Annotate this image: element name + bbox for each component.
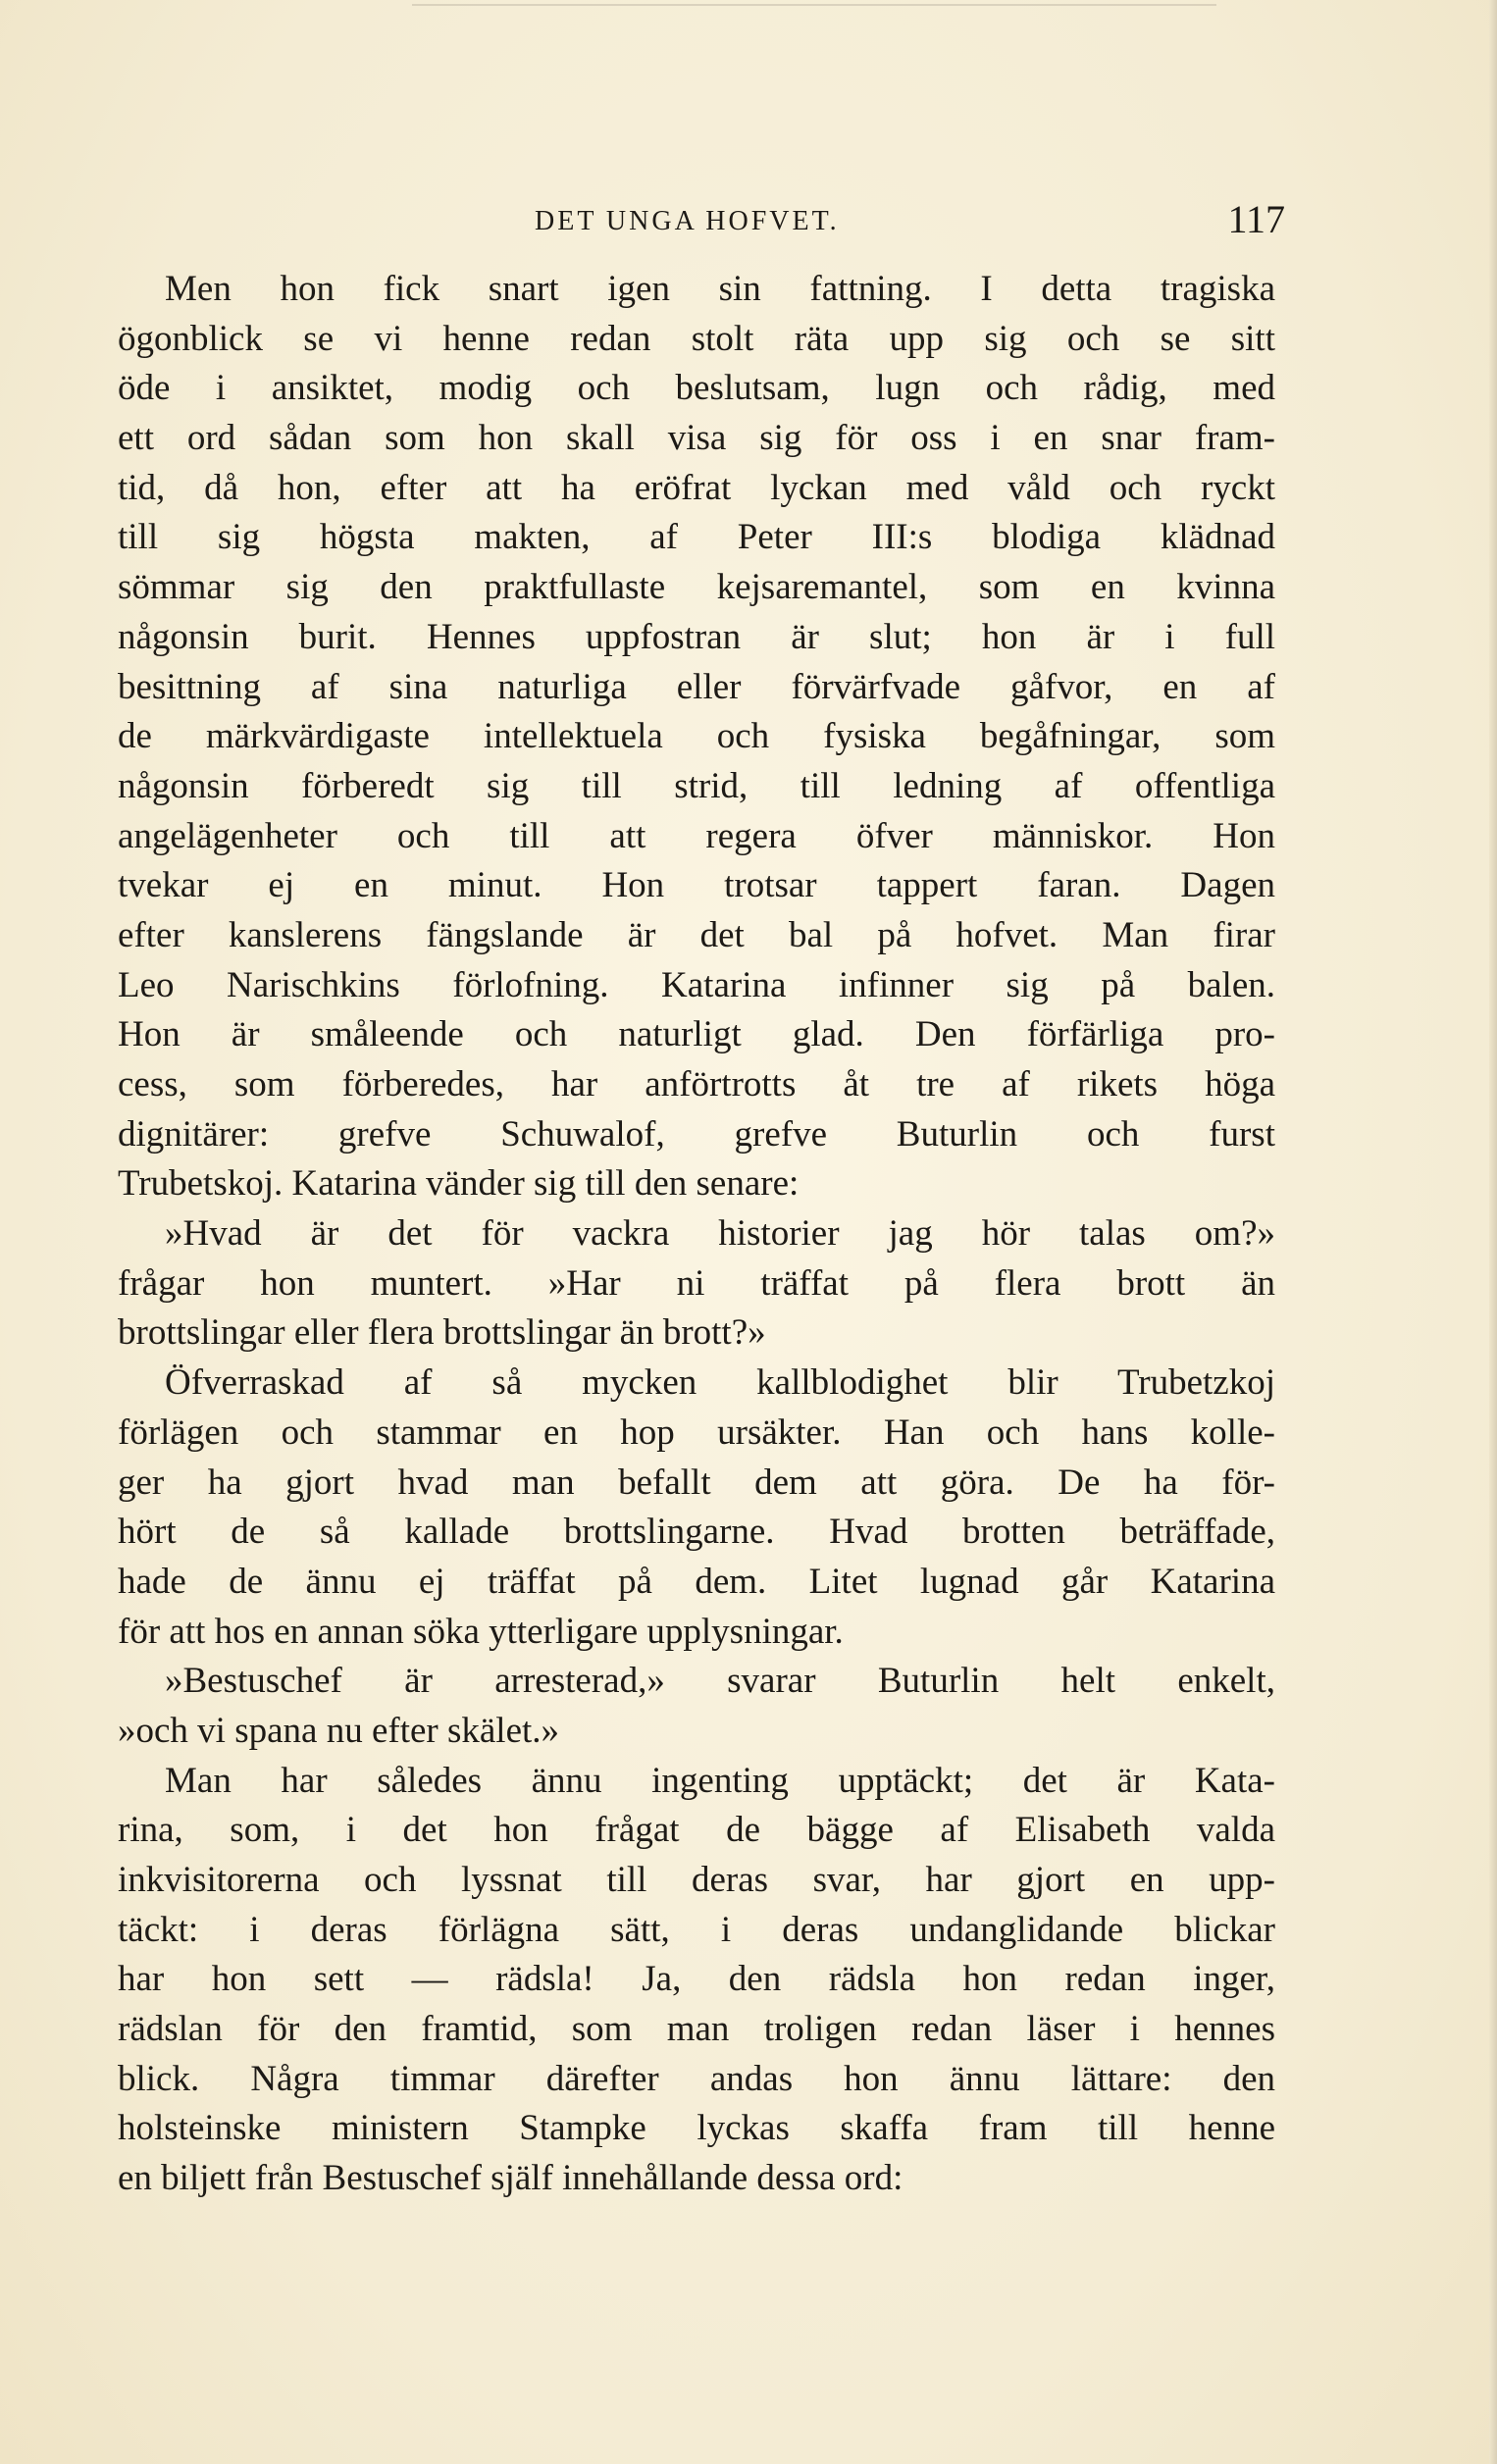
text-line: täckt: i deras förlägna sätt, i deras undanglidande blickar [118,1909,1275,1950]
body-text [118,265,1275,2204]
text-line: sömmar sig den praktfullaste kejsaremantel, som en kvinna [118,567,1275,608]
text-line: för att hos en annan söka ytterligare upplysningar. [118,1611,844,1652]
text-line: holsteinske ministern Stampke lyckas skaffa fram till henne [118,2108,1275,2149]
text-line: hört de så kallade brottslingarne. Hvad brotten beträffade, [118,1512,1275,1553]
text-line: en biljett från Bestuschef själf innehållande dessa ord: [118,2158,903,2199]
text-line: Man har således ännu ingenting upptäckt; det är Kata- [165,1760,1275,1801]
top-edge-rule [412,4,1216,6]
text-line: förlägen och stammar en hop ursäkter. Han och hans kolle- [118,1412,1275,1453]
text-line: ett ord sådan som hon skall visa sig för oss i en snar fram- [118,418,1275,459]
text-line: till sig högsta makten, af Peter III:s blodiga klädnad [118,517,1275,558]
page-edge-shadow [1489,0,1497,2464]
text-line: cess, som förberedes, har anförtrotts åt tre af rikets höga [118,1064,1275,1104]
text-line: besittning af sina naturliga eller förvärfvade gåfvor, en af [118,666,1275,707]
text-line: tvekar ej en minut. Hon trotsar tappert faran. Dagen [118,865,1275,906]
text-line: brottslingar eller flera brottslingar än brott?» [118,1312,766,1354]
text-line: tid, då hon, efter att ha eröfrat lyckan med våld och ryckt [118,467,1275,508]
text-line: »Hvad är det för vackra historier jag hör talas om?» [165,1213,1275,1255]
text-line: dignitärer: grefve Schuwalof, grefve Buturlin och furst [118,1113,1275,1155]
text-line: någonsin förberedt sig till strid, till ledning af offentliga [118,765,1275,806]
text-line: Hon är småleende och naturligt glad. Den förfärliga pro- [118,1014,1275,1055]
text-line: blick. Några timmar därefter andas hon ännu lättare: den [118,2058,1275,2099]
text-line: Öfverraskad af så mycken kallblodighet blir Trubetzkoj [165,1362,1275,1404]
text-line: Trubetskoj. Katarina vänder sig till den senare: [118,1163,800,1205]
running-title: DET UNGA HOFVET. [535,206,840,236]
text-line: »Bestuschef är arresterad,» svarar Buturlin helt enkelt, [165,1661,1275,1702]
text-line: frågar hon muntert. »Har ni träffat på flera brott än [118,1262,1275,1304]
text-line: efter kanslerens fängslande är det bal på hofvet. Man firar [118,914,1275,955]
text-line: »och vi spana nu efter skälet.» [118,1710,560,1751]
text-line: inkvisitorerna och lyssnat till deras svar, har gjort en upp- [118,1860,1275,1900]
text-line: Men hon fick snart igen sin fattning. I detta tragiska [165,269,1275,309]
text-line: rädslan för den framtid, som man troligen redan läser i hennes [118,2009,1275,2050]
page-number: 117 [1227,197,1285,241]
text-line: ögonblick se vi henne redan stolt räta upp sig och se sitt [118,318,1275,359]
text-line: har hon sett — rädsla! Ja, den rädsla hon redan inger, [118,1959,1275,2000]
text-line: rina, som, i det hon frågat de bägge af Elisabeth valda [118,1810,1275,1851]
text-line: öde i ansiktet, modig och beslutsam, lugn och rådig, med [118,368,1275,409]
text-line: de märkvärdigaste intellektuela och fysiska begåfningar, som [118,716,1275,757]
text-line: ger ha gjort hvad man befallt dem att göra. De ha för- [118,1462,1275,1503]
page-header [535,196,1285,255]
text-line: angelägenheter och till att regera öfver människor. Hon [118,815,1275,856]
text-line: Leo Narischkins förlofning. Katarina infinner sig på balen. [118,964,1275,1005]
text-line: någonsin burit. Hennes uppfostran är slut; hon är i full [118,616,1275,657]
text-line: hade de ännu ej träffat på dem. Litet lugnad går Katarina [118,1561,1275,1602]
